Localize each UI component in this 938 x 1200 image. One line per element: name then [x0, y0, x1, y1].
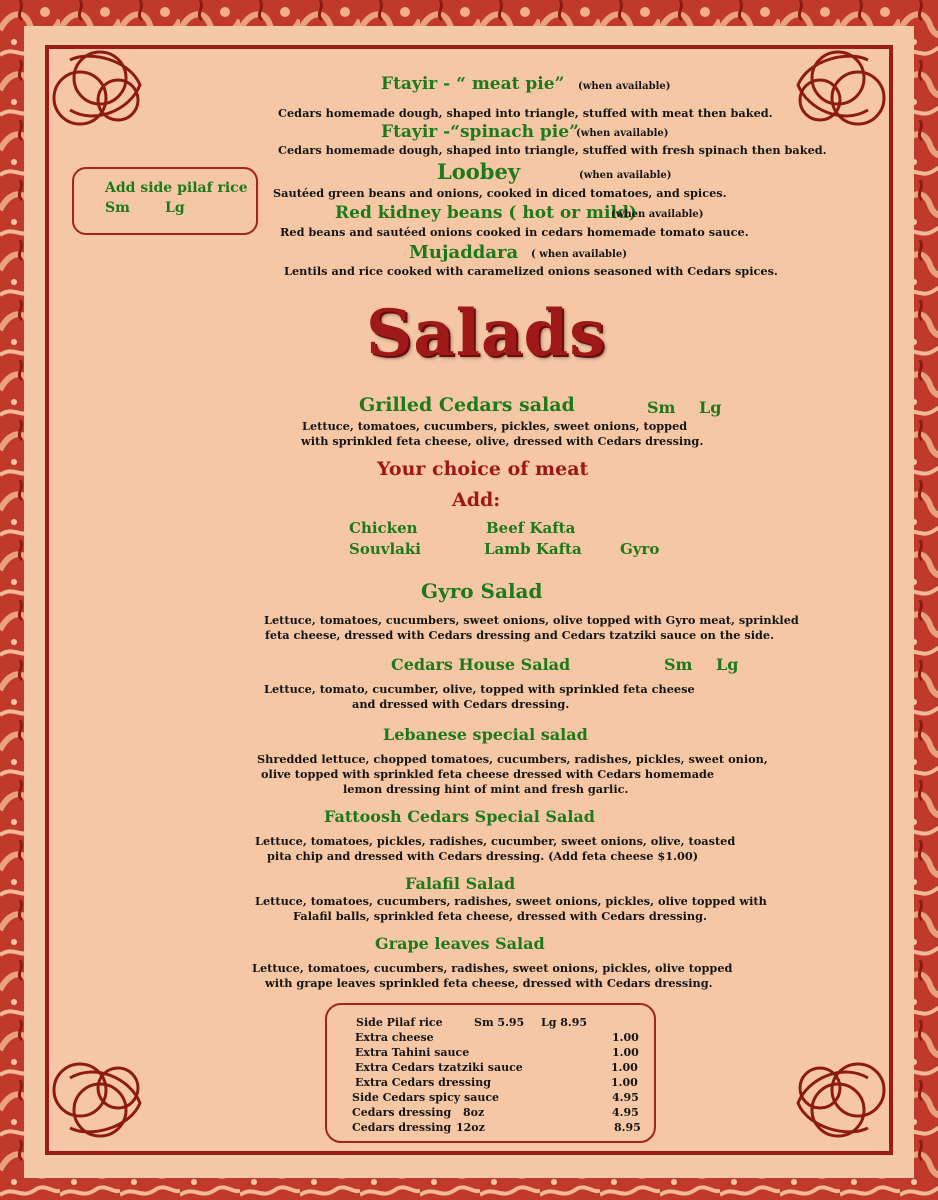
extras-row-price: 1.00	[612, 1031, 639, 1044]
extras-row-label: Cedars dressing	[352, 1121, 452, 1134]
grape-salad-desc-1: Lettuce, tomatoes, cucumbers, radishes, sweet onions, pickles, olive topped	[252, 961, 733, 975]
extras-row-price: 1.00	[612, 1046, 639, 1059]
extras-side-rice-lg: Lg 8.95	[541, 1016, 588, 1029]
item-ftayir-meat-note: (when available)	[578, 81, 671, 92]
falafil-salad-desc-1: Lettuce, tomatoes, cucumbers, radishes, sweet onions, pickles, olive topped with	[255, 894, 767, 908]
item-mujaddara-note: ( when available)	[531, 249, 627, 260]
extras-side-rice-sm: Sm 5.95	[474, 1016, 525, 1029]
meat-option-souvlaki: Souvlaki	[349, 540, 421, 558]
item-mujaddara-name: Mujaddara	[409, 242, 519, 263]
item-ftayir-spinach-name: Ftayir -“spinach pie”	[381, 122, 579, 142]
meat-option-chicken: Chicken	[349, 519, 418, 537]
grilled-salad-name: Grilled Cedars salad	[359, 394, 575, 416]
side-rice-sm: Sm	[105, 200, 130, 216]
house-salad-lg: Lg	[716, 655, 739, 674]
falafil-salad-name: Falafil Salad	[405, 874, 516, 893]
extras-row-label: Extra Cedars tzatziki sauce	[355, 1061, 523, 1074]
item-ftayir-meat-desc: Cedars homemade dough, shaped into triangle, stuffed with meat then baked.	[278, 106, 773, 120]
fattoosh-salad-desc-2: pita chip and dressed with Cedars dressing. (Add feta cheese $1.00)	[267, 849, 699, 863]
knot-icon-bottom-left	[54, 1064, 140, 1136]
fattoosh-salad-desc-1: Lettuce, tomatoes, pickles, radishes, cucumber, sweet onions, olive, toasted	[255, 834, 736, 848]
extras-row-label: Cedars dressing	[352, 1106, 452, 1119]
lebanese-salad-desc-1: Shredded lettuce, chopped tomatoes, cucumbers, radishes, pickles, sweet onion,	[257, 752, 768, 766]
extras-row-label: Extra cheese	[355, 1031, 434, 1044]
knot-icon-bottom-right	[798, 1064, 884, 1136]
item-loobey-desc: Sautéed green beans and onions, cooked in diced tomatoes, and spices.	[273, 186, 727, 200]
knot-icon-top-right	[798, 52, 884, 124]
extras-row-price: 8.95	[614, 1121, 641, 1134]
extras-row-price: 1.00	[611, 1076, 638, 1089]
item-loobey-name: Loobey	[437, 159, 521, 184]
grape-salad-desc-2: with grape leaves sprinkled feta cheese, dressed with Cedars dressing.	[265, 976, 713, 990]
house-salad-desc-2: and dressed with Cedars dressing.	[352, 697, 570, 711]
item-mujaddara-desc: Lentils and rice cooked with caramelized onions seasoned with Cedars spices.	[284, 264, 778, 278]
grape-salad-name: Grape leaves Salad	[375, 934, 545, 953]
grilled-salad-lg: Lg	[699, 398, 722, 417]
side-rice-lg: Lg	[165, 200, 185, 216]
extras-side-rice-label: Side Pilaf rice	[356, 1016, 443, 1029]
falafil-salad-desc-2: Falafil balls, sprinkled feta cheese, dressed with Cedars dressing.	[293, 909, 707, 923]
item-kidney-beans-desc: Red beans and sautéed onions cooked in cedars homemade tomato sauce.	[280, 225, 749, 239]
item-kidney-beans-note: (when available)	[611, 209, 704, 220]
extras-row-price: 4.95	[612, 1106, 639, 1119]
fattoosh-salad-name: Fattoosh Cedars Special Salad	[324, 807, 595, 826]
meat-option-gyro: Gyro	[620, 540, 660, 558]
lebanese-salad-desc-2: olive topped with sprinkled feta cheese dressed with Cedars homemade	[261, 767, 715, 781]
lebanese-salad-desc-3: lemon dressing hint of mint and fresh garlic.	[343, 782, 629, 796]
side-rice-title: Add side pilaf rice	[105, 180, 248, 196]
grilled-salad-sm: Sm	[647, 398, 676, 417]
grilled-salad-desc-1: Lettuce, tomatoes, cucumbers, pickles, sweet onions, topped	[302, 419, 688, 433]
extras-row-size: 12oz	[456, 1121, 485, 1134]
meat-option-beef-kafta: Beef Kafta	[486, 519, 576, 537]
meat-choice-title: Your choice of meat	[377, 458, 589, 480]
gyro-salad-desc-1: Lettuce, tomatoes, cucumbers, sweet onions, olive topped with Gyro meat, sprinkled	[264, 613, 799, 627]
extras-row-price: 4.95	[612, 1091, 639, 1104]
extras-row-price: 1.00	[611, 1061, 638, 1074]
item-kidney-beans-name: Red kidney beans ( hot or mild)	[335, 203, 637, 223]
knot-icon-top-left	[54, 52, 140, 124]
house-salad-sm: Sm	[664, 655, 693, 674]
gyro-salad-name: Gyro Salad	[421, 579, 543, 603]
item-ftayir-spinach-note: (when available)	[576, 128, 669, 139]
item-ftayir-spinach-desc: Cedars homemade dough, shaped into triangle, stuffed with fresh spinach then baked.	[278, 143, 827, 157]
item-ftayir-meat-name: Ftayir - “ meat pie”	[381, 74, 565, 94]
extras-row-size: 8oz	[463, 1106, 485, 1119]
gyro-salad-desc-2: feta cheese, dressed with Cedars dressing and Cedars tzatziki sauce on the side.	[265, 628, 775, 642]
grilled-salad-desc-2: with sprinkled feta cheese, olive, dressed with Cedars dressing.	[301, 434, 704, 448]
item-loobey-note: (when available)	[579, 170, 672, 181]
meat-option-lamb-kafta: Lamb Kafta	[484, 540, 582, 558]
extras-row-label: Side Cedars spicy sauce	[352, 1091, 500, 1104]
section-title: Salads	[366, 296, 607, 371]
lebanese-salad-name: Lebanese special salad	[383, 725, 588, 744]
extras-row-label: Extra Cedars dressing	[355, 1076, 491, 1089]
house-salad-name: Cedars House Salad	[391, 655, 571, 674]
extras-row-label: Extra Tahini sauce	[355, 1046, 470, 1059]
meat-choice-add: Add:	[452, 489, 501, 511]
house-salad-desc-1: Lettuce, tomato, cucumber, olive, topped with sprinkled feta cheese	[264, 682, 695, 696]
